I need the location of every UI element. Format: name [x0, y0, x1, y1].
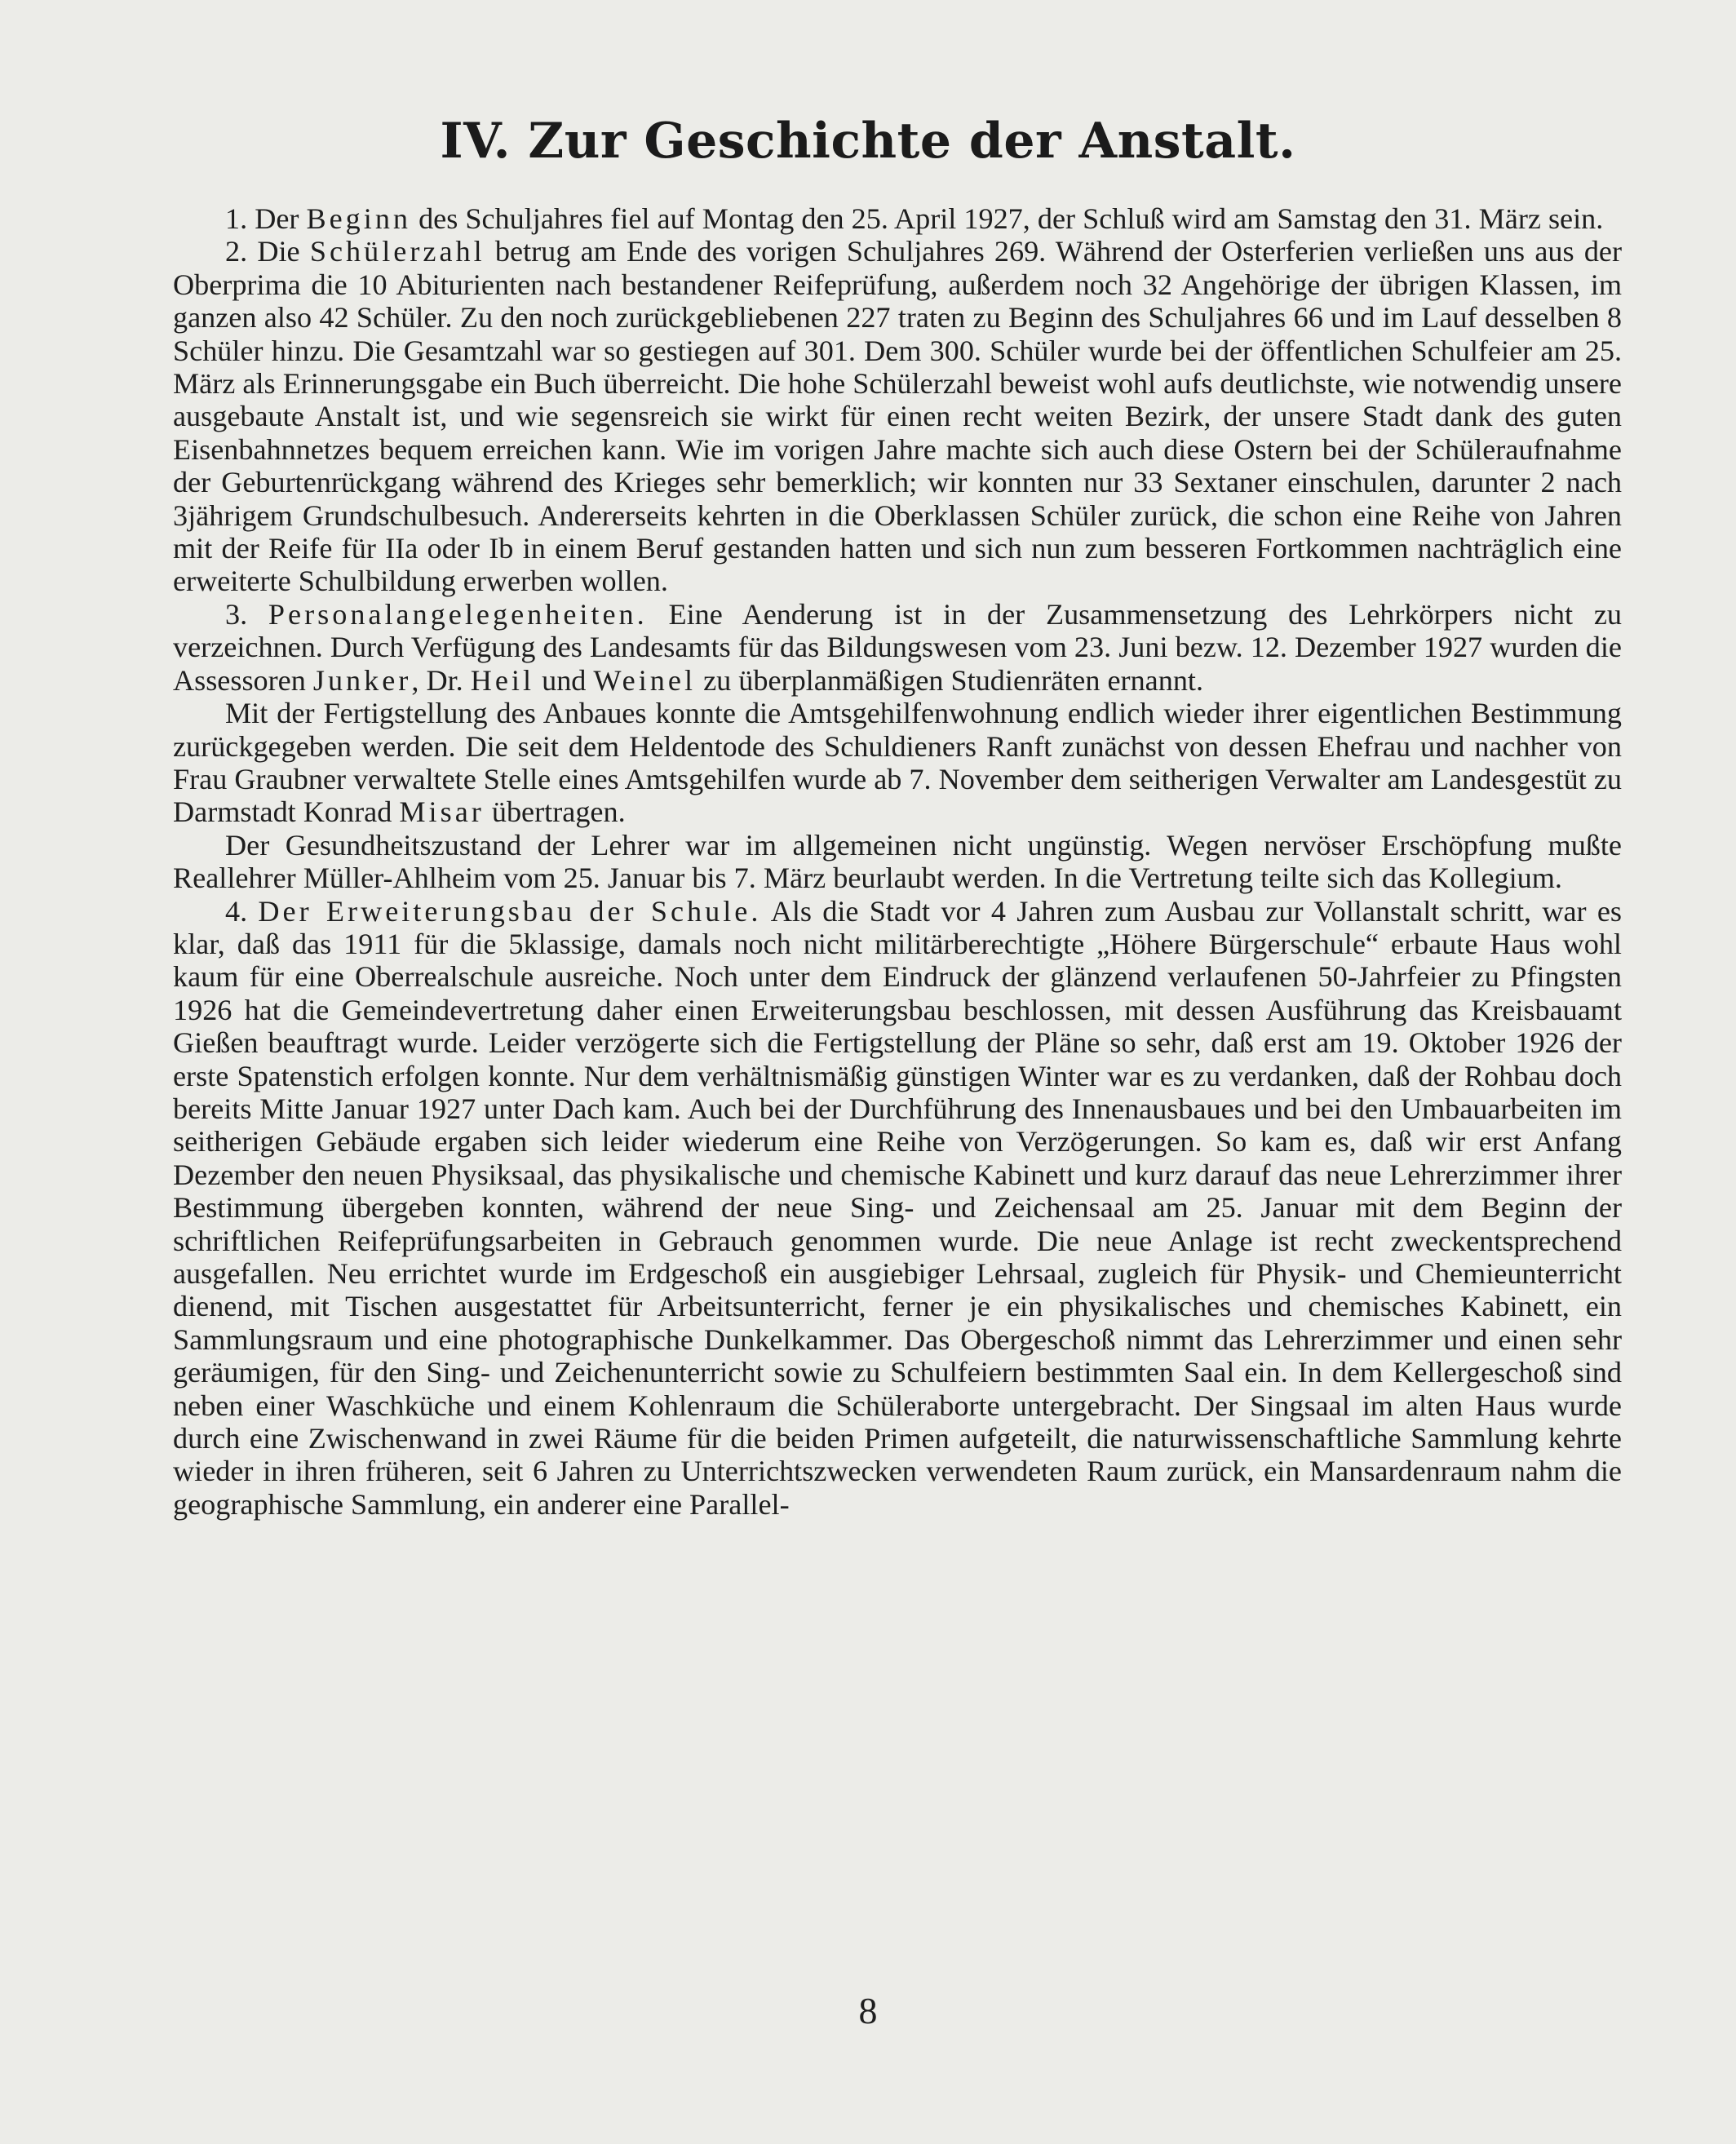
- paragraph-text: , Dr.: [411, 663, 463, 697]
- paragraph-text: des Schuljahres fiel auf Montag den 25. April 1927, der Schluß wird am Samstag den 31. März sein.: [418, 202, 1604, 235]
- item-number: 4.: [225, 894, 248, 928]
- item-number: 3.: [225, 597, 248, 631]
- body-text: [173, 202, 1622, 1521]
- paragraph-6: [173, 895, 1622, 1522]
- paragraph-text: Als die Stadt vor 4 Jahren zum Ausbau zur Vollanstalt schritt, war es klar, daß das 1911 für die 5klassige, damals noch nicht militärberechtigte „Höhere Bürgerschule“ erbaute Haus wohl kaum für eine Oberrealschule ausreiche. Noch unter dem Eindruck der glänzend verlaufenen 50-Jahrfeier zu Pfingsten 1926 hat die Gemeindevertretung daher einen Erweiterungsbau beschlossen, mit dessen Ausführung das Kreisbauamt Gießen beauftragt wurde. Leider verzögerte sich die Fertigstellung der Pläne so sehr, daß erst am 19. Oktober 1926 der erste Spatenstich erfolgen konnte. Nur dem verhältnismäßig günstigen Winter war es zu verdanken, daß der Rohbau doch bereits Mitte Januar 1927 unter Dach kam. Auch bei der Durchführung des Innenausbaues und bei den Umbauarbeiten im seitherigen Gebäude ergaben sich leider wiederum eine Reihe von Verzögerungen. So kam es, daß wir erst Anfang Dezember den neuen Physiksaal, das physikalische und chemische Kabinett und kurz darauf das neue Lehrerzimmer ihrer Bestimmung übergeben konnten, während der neue Sing- und Zeichensaal am 25. Januar mit dem Beginn der schriftlichen Reifeprüfungsarbeiten in Gebrauch genommen wurde. Die neue Anlage ist recht zweckentsprechend ausgefallen. Neu errichtet wurde im Erdgeschoß ein ausgiebiger Lehrsaal, zugleich für Physik- und Chemieunterricht dienend, mit Tischen ausgestattet für Arbeitsunterricht, ferner je ein physikalisches und chemisches Kabinett, ein Sammlungsraum und eine photographische Dunkelkammer. Das Obergeschoß nimmt das Lehrerzimmer und einen sehr geräumigen, für den Sing- und Zeichenunterricht sowie zu Schulfeiern bestimmten Saal ein. In dem Kellergeschoß sind neben einer Waschküche und einem Kohlenraum die Schüleraborte untergebracht. Der Singsaal im alten Haus wurde durch eine Zwischenwand in zwei Räume für die beiden Primen aufgeteilt, die naturwissenschaftliche Sammlung kehrte wieder in ihren früheren, seit 6 Jahren zu Unterrichtszwecken verwendeten Raum zurück, ein Mansardenraum nahm die geographische Sammlung, ein anderer eine Parallel-: [173, 894, 1622, 1521]
- paragraph-5: [173, 829, 1622, 895]
- section-heading: IV. Zur Geschichte der Anstalt.: [440, 113, 1296, 170]
- paragraph-text: Der Gesundheitszustand der Lehrer war im allgemeinen nicht ungünstig. Wegen nervöser Erschöpfung mußte Reallehrer Müller-Ahlheim vom 25. Januar bis 7. März beurlaubt werden. In die Vertretung teilte sich das Kollegium.: [173, 828, 1622, 895]
- paragraph-text: Eine Aenderung ist in der Zusammensetzung des Lehrkörpers nicht zu verzeichnen. Durch Verfügung des Landesamts für das Bildungswesen vom 23. Juni bezw. 12. Dezember 1927 wurden die Assessoren: [173, 597, 1623, 697]
- paragraph-1: [173, 202, 1622, 235]
- teacher-name: Heil: [470, 663, 535, 697]
- teacher-name: Junker: [312, 663, 412, 697]
- paragraph-3: [173, 598, 1622, 697]
- paragraph-text: zu überplanmäßigen Studienräten ernannt.: [703, 663, 1204, 697]
- item-number: 2. Die: [225, 235, 300, 268]
- paragraph-4: [173, 697, 1622, 829]
- spaced-keyword: Der Erweiterungsbau der Schule.: [258, 894, 762, 928]
- spaced-keyword: Beginn: [306, 202, 412, 235]
- page-number: 8: [858, 1990, 878, 2031]
- spaced-keyword: Schülerzahl: [309, 235, 485, 268]
- paragraph-text: und: [542, 663, 587, 697]
- spaced-keyword: Personalangelegenheiten.: [268, 597, 648, 631]
- item-number: 1. Der: [225, 202, 299, 235]
- paragraph-text: betrug am Ende des vorigen Schuljahres 269. Während der Osterferien verließen uns aus der Oberprima die 10 Abiturienten nach bestandener Reifeprüfung, außerdem noch 32 Angehörige der übrigen Klassen, im ganzen also 42 Schüler. Zu den noch zurückgebliebenen 227 traten zu Beginn des Schuljahres 66 und im Lauf desselben 8 Schüler hinzu. Die Gesamtzahl war so gestiegen auf 301. Dem 300. Schüler wurde bei der öffentlichen Schulfeier am 25. März als Erinnerungsgabe ein Buch überreicht. Die hohe Schülerzahl beweist wohl aufs deutlichste, wie notwendig unsere ausgebaute Anstalt ist, und wie segensreich sie wirkt für einen recht weiten Bezirk, der unsere Stadt dank des guten Eisenbahnnetzes bequem erreichen kann. Wie im vorigen Jahre machte sich auch diese Ostern bei der Schüleraufnahme der Geburtenrückgang während des Krieges sehr bemerklich; wir konnten nur 33 Sextaner einschulen, darunter 2 nach 3jährigem Grundschulbesuch. Andererseits kehrten in die Oberklassen Schüler zurück, die schon eine Reihe von Jahren mit der Reife für IIa oder Ib in einem Beruf gestanden hatten und sich nun zum besseren Fortkommen nachträglich eine erweiterte Schulbildung erwerben wollen.: [173, 235, 1623, 598]
- paragraph-2: [173, 235, 1622, 597]
- teacher-name: Weinel: [593, 663, 697, 697]
- person-name: Misar: [399, 795, 485, 829]
- paragraph-text: Mit der Fertigstellung des Anbaues konnte die Amtsgehilfenwohnung endlich wieder ihrer eigentlichen Bestimmung zurückgegeben werden. Die seit dem Heldentode des Schuldieners Ranft zunächst von dessen Ehefrau und nachher von Frau Graubner verwaltete Stelle eines Amtsgehilfen wurde ab 7. November dem seitherigen Verwalter am Landesgestüt zu Darmstadt Konrad: [173, 697, 1622, 829]
- paragraph-text: übertragen.: [491, 795, 626, 829]
